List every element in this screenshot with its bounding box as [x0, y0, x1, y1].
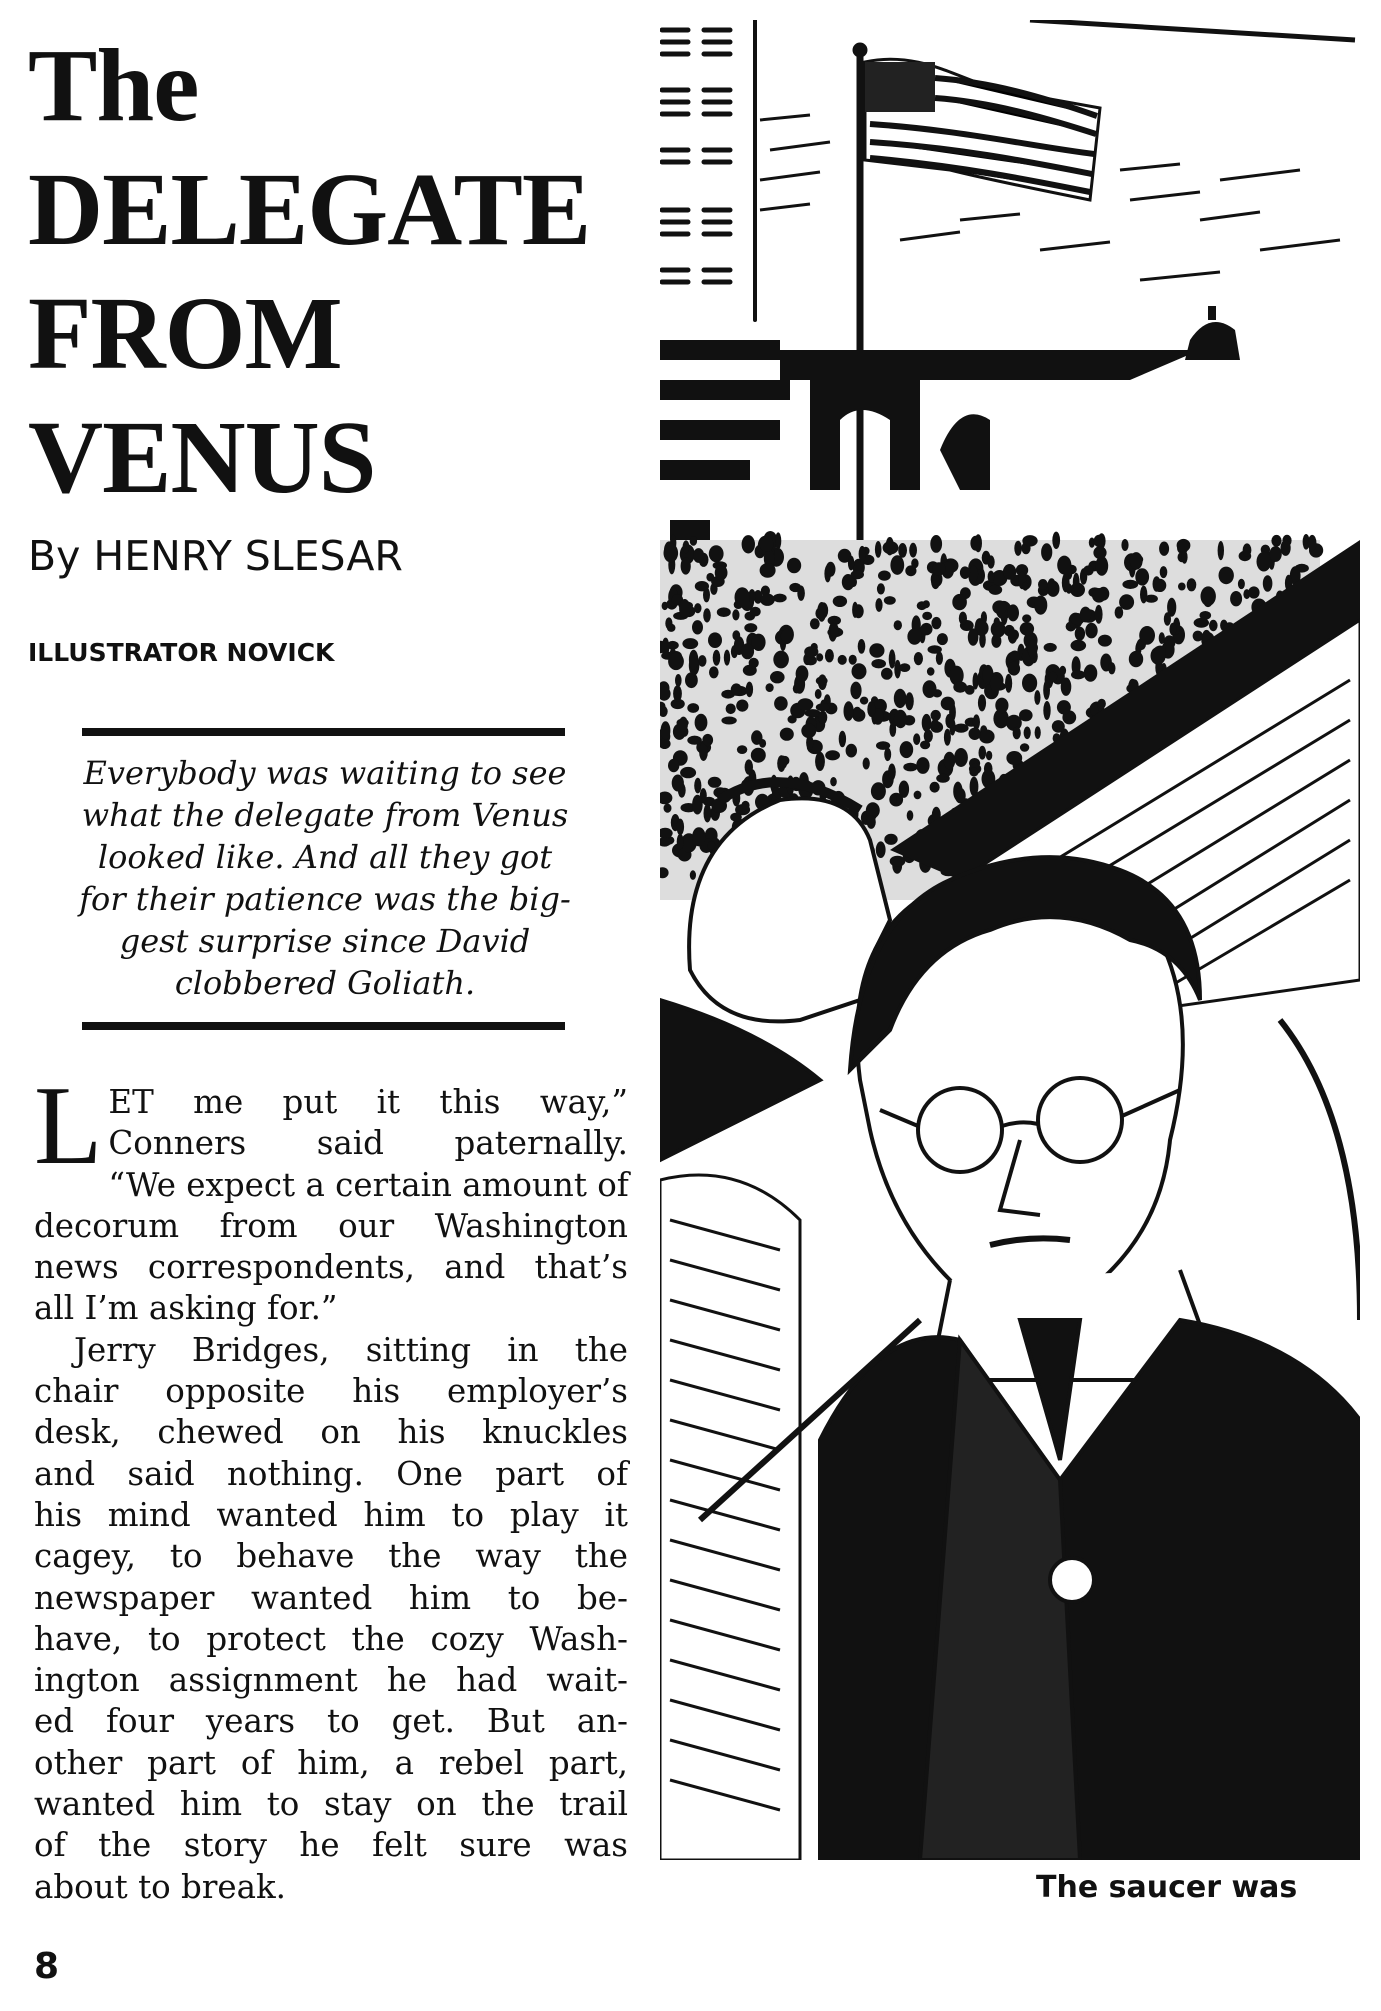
- body-line: Jerry Bridges, sitting in the: [74, 1330, 628, 1369]
- body-line: of the story he felt sure was: [34, 1826, 628, 1865]
- drop-cap: L: [34, 1064, 103, 1188]
- story-illustration: [660, 20, 1360, 1860]
- illustrator-credit: ILLUSTRATOR NOVICK: [28, 638, 335, 667]
- body-line: other part of him, a rebel part,: [34, 1743, 628, 1782]
- page-number: 8: [34, 1946, 60, 1987]
- blurb-top-rule: [82, 728, 565, 736]
- body-line: newspaper wanted him to be-: [34, 1578, 628, 1617]
- blurb-line: clobbered Goliath.: [174, 964, 476, 1002]
- blurb-bottom-rule: [82, 1022, 565, 1030]
- body-line: cagey, to behave the way the: [34, 1537, 628, 1576]
- illustration-caption: The saucer was: [1036, 1870, 1298, 1905]
- body-line: Conners said paternally.: [108, 1124, 628, 1163]
- body-line: and said nothing. One part of: [34, 1454, 628, 1493]
- title-line-4: VENUS: [28, 400, 376, 515]
- body-line: wanted him to stay on the trail: [34, 1785, 628, 1824]
- byline: By HENRY SLESAR: [28, 532, 403, 580]
- body-line: his mind wanted him to play it: [34, 1495, 628, 1534]
- blurb-line: Everybody was waiting to see: [83, 754, 567, 792]
- blurb-line: looked like. And all they got: [97, 838, 553, 876]
- body-line: decorum from our Washington: [34, 1206, 628, 1245]
- title-line-3: FROM: [28, 276, 342, 391]
- body-line: chair opposite his employer’s: [34, 1372, 628, 1411]
- blurb-line: for their patience was the big-: [79, 880, 571, 918]
- blurb-line: what the delegate from Venus: [81, 796, 569, 834]
- blurb-line: gest surprise since David: [119, 922, 531, 960]
- body-line: news correspondents, and that’s: [34, 1248, 628, 1287]
- building-colonnade: [660, 306, 1240, 560]
- body-line: about to break.: [34, 1867, 287, 1906]
- body-line: desk, chewed on his knuckles: [34, 1413, 628, 1452]
- body-line: ington assignment he had wait-: [34, 1661, 628, 1700]
- blurb: [72, 752, 578, 1004]
- body-line: ET me put it this way,”: [108, 1083, 628, 1121]
- body-line: “We expect a certain amount of: [108, 1165, 629, 1204]
- building-windows: [662, 30, 730, 282]
- body-text: [34, 1064, 629, 1908]
- title-line-1: The: [28, 28, 199, 143]
- flag-icon: [865, 59, 1100, 200]
- body-line: all I’m asking for.”: [34, 1289, 338, 1328]
- body-line: ed four years to get. But an-: [34, 1702, 628, 1741]
- body-line: have, to protect the cozy Wash-: [34, 1619, 628, 1658]
- title-line-2: DELEGATE: [28, 152, 591, 267]
- man-portrait: [820, 857, 1360, 1860]
